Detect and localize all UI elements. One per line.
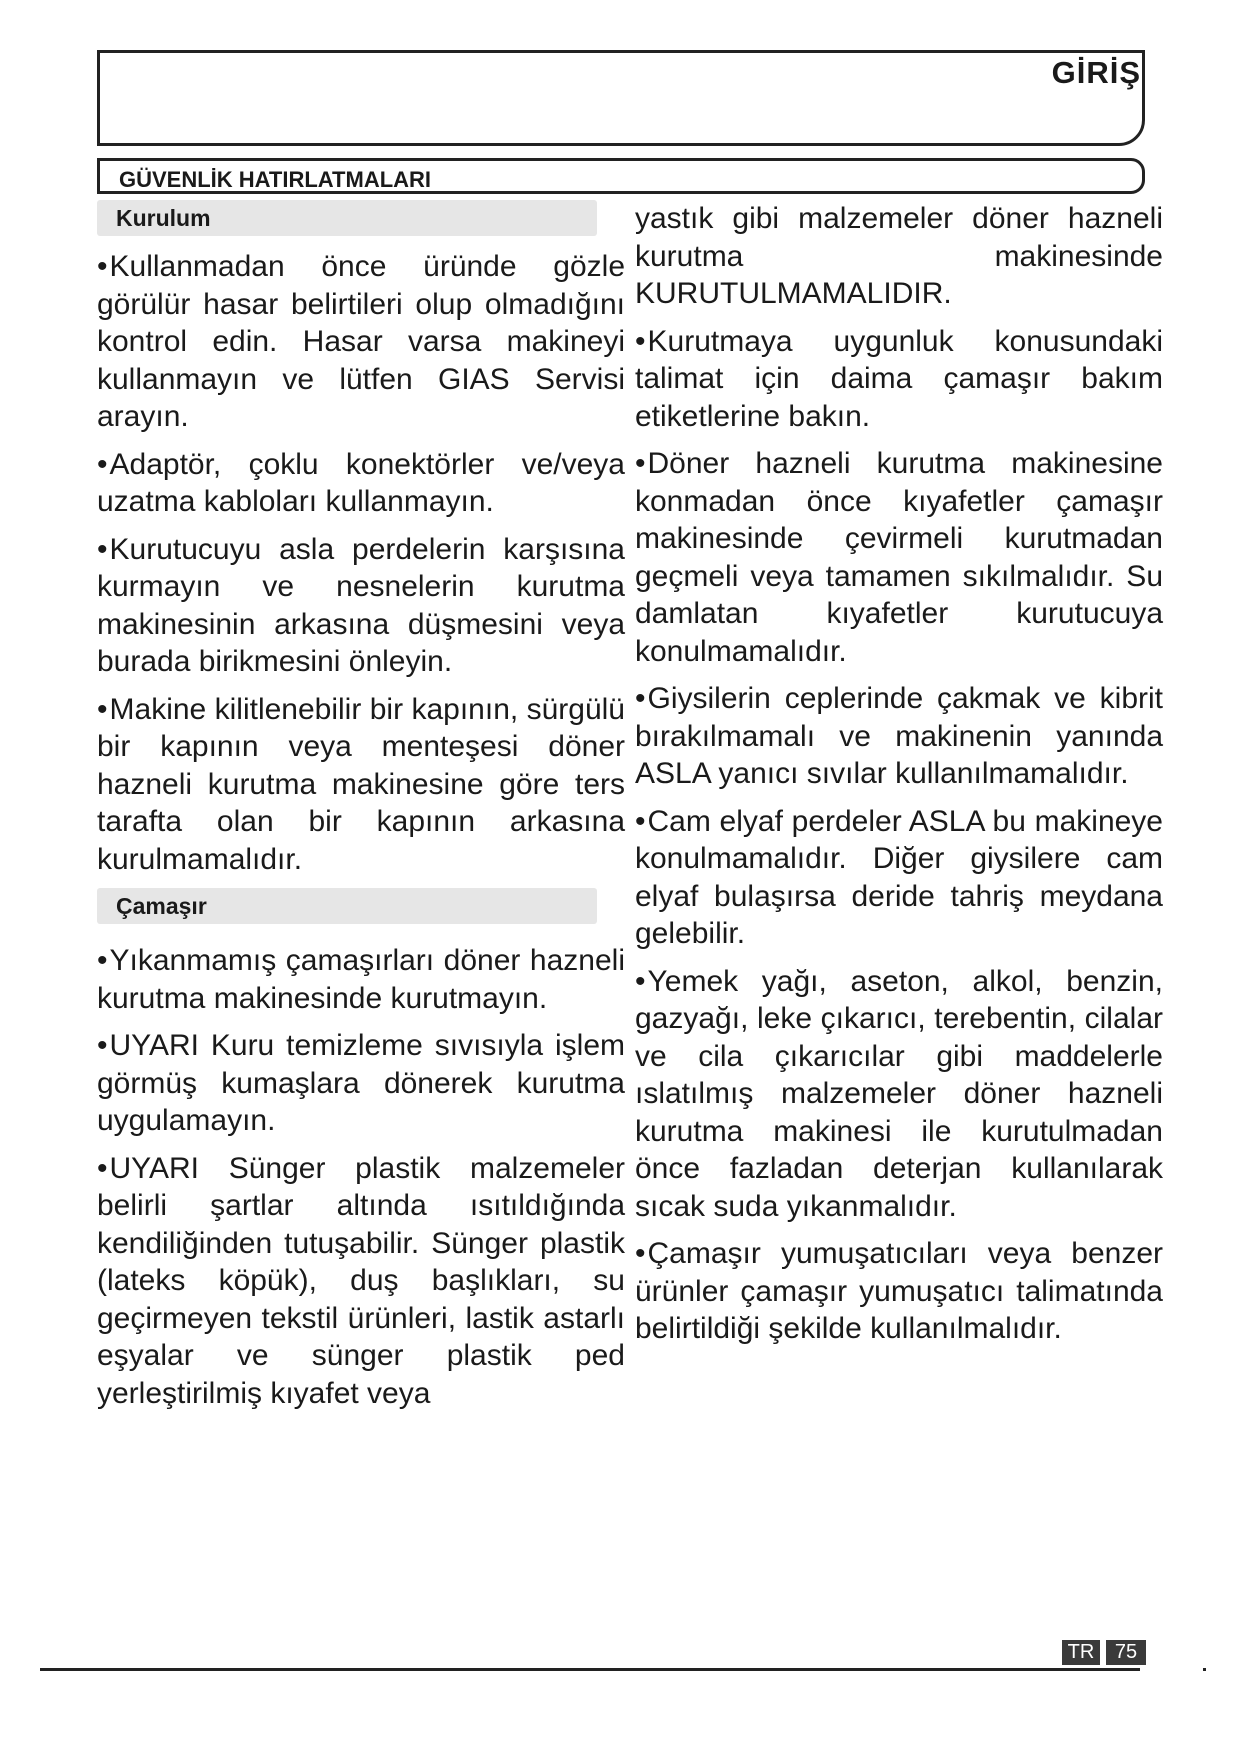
bullet-item: • Döner hazneli kurutma makinesine konmadan önce kıyafetler çamaşır makinesinde çevirmeli kurutmadan geçmeli veya tamamen sıkılmalıdır. Su damlatan kıyafetler kurutucuya konulmamalıdır.	[635, 445, 1163, 670]
bullet-item: • Yıkanmamış çamaşırları döner hazneli kurutma makinesinde kurutmayın.	[97, 942, 625, 1017]
section-header	[97, 158, 1145, 194]
bullet-item: • Cam elyaf perdeler ASLA bu makineye konulmamalıdır. Diğer giysilere cam elyaf bulaşırsa deride tahriş meydana gelebilir.	[635, 803, 1163, 953]
page-number: 75	[1106, 1640, 1146, 1665]
bullet-item: • UYARI Kuru temizleme sıvısıyla işlem görmüş kumaşlara dönerek kurutma uygulamayın.	[97, 1027, 625, 1140]
header-frame	[97, 50, 1145, 146]
bullet-item: • Yemek yağı, aseton, alkol, benzin, gazyağı, leke çıkarıcı, terebentin, cilalar ve cila çıkarıcılar gibi maddelerle ıslatılmış malzemeler döner hazneli kurutma makinesi ile kurutulmadan önce fazladan deterjan kullanılarak sıcak suda yıkanmalıdır.	[635, 963, 1163, 1226]
bullet-item: • Kurutmaya uygunluk konusundaki talimat için daima çamaşır bakım etiketlerine bakın.	[635, 323, 1163, 436]
left-column	[97, 200, 625, 1422]
bullet-item: • Kullanmadan önce üründe gözle görülür hasar belirtileri olup olmadığını kontrol edin. Hasar varsa makineyi kullanmayın ve lütfen GIAS Servisi arayın.	[97, 248, 625, 436]
bullet-item: • UYARI Sünger plastik malzemeler belirli şartlar altında ısıtıldığında kendiliğinden tutuşabilir. Sünger plastik (lateks köpük), duş başlıkları, su geçirmeyen tekstil ürünleri, lastik astarlı eşyalar ve sünger plastik ped yerleştirilmiş kıyafet veya	[97, 1150, 625, 1413]
footer-dot	[1203, 1668, 1206, 1671]
footer-divider	[40, 1668, 1140, 1671]
subheading-camasir: Çamaşır	[97, 888, 597, 924]
page-title: GİRİŞ	[1051, 55, 1141, 90]
bullet-item: • Çamaşır yumuşatıcıları veya benzer ürünler çamaşır yumuşatıcı talimatında belirtildiği şekilde kullanılmalıdır.	[635, 1235, 1163, 1348]
continued-text: yastık gibi malzemeler döner hazneli kurutma makinesinde KURUTULMAMALIDIR.	[635, 202, 1163, 310]
bullet-item: • Makine kilitlenebilir bir kapının, sürgülü bir kapının veya menteşesi döner hazneli kurutma makinesine göre ters tarafta olan bir kapının arkasına kurulmamalıdır.	[97, 691, 625, 879]
section-title: GÜVENLİK HATIRLATMALARI	[119, 167, 432, 192]
subheading-kurulum: Kurulum	[97, 200, 597, 236]
language-badge: TR	[1062, 1640, 1100, 1665]
bullet-item: • Kurutucuyu asla perdelerin karşısına kurmayın ve nesnelerin kurutma makinesinin arkasına düşmesini veya burada birikmesini önleyin.	[97, 531, 625, 681]
bullet-item: • Giysilerin ceplerinde çakmak ve kibrit bırakılmamalı ve makinenin yanında ASLA yanıcı sıvılar kullanılmamalıdır.	[635, 680, 1163, 793]
bullet-item: • Adaptör, çoklu konektörler ve/veya uzatma kabloları kullanmayın.	[97, 446, 625, 521]
right-column	[635, 200, 1163, 1358]
